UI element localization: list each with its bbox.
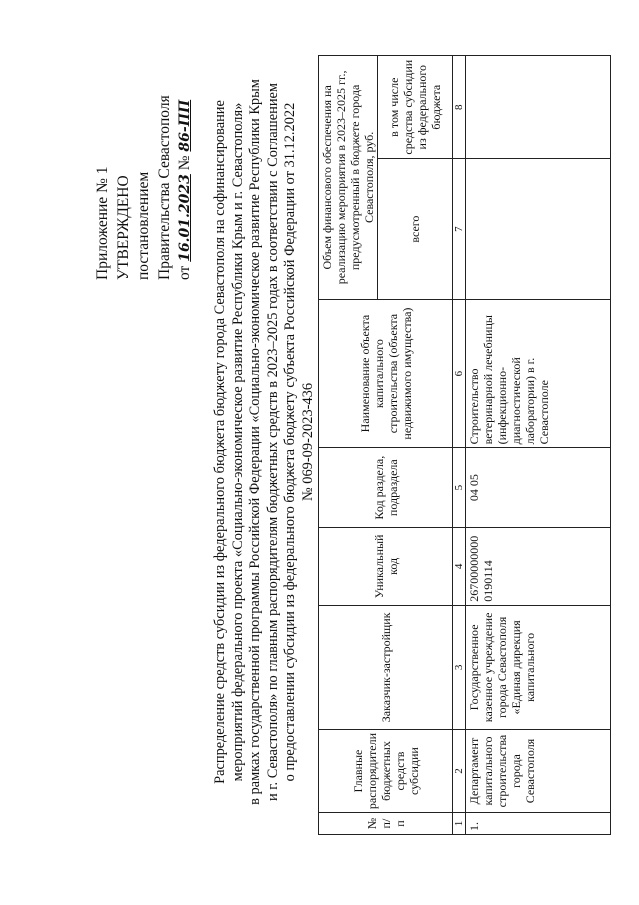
- cell-distributor: Департамент капитального строительства города Севастополя: [466, 729, 611, 812]
- number-prefix: №: [176, 155, 193, 171]
- date-number-line: [175, 40, 196, 280]
- header-cell-customer: Заказчик-застройщик: [319, 605, 453, 729]
- column-number: 5: [453, 448, 466, 528]
- column-number: 2: [453, 729, 466, 812]
- document-title: [212, 47, 317, 837]
- cell-section-code: 04 05: [466, 448, 611, 528]
- cell-unique-code: 267000000000190114: [466, 527, 611, 605]
- column-number: 7: [453, 159, 466, 299]
- cell-row-number: 1.: [466, 813, 611, 835]
- column-number-row: [453, 56, 466, 835]
- table-row: [466, 56, 611, 835]
- cell-total: [466, 159, 611, 299]
- header-cell-federal-subsidy: в том числе средства субсидии из федерального бюджета: [378, 56, 453, 159]
- header-cell-number: № п/п: [319, 813, 453, 835]
- column-number: 1: [453, 813, 466, 835]
- government-label: Правительства Севастополя: [155, 95, 173, 280]
- cell-federal-subsidy: [466, 56, 611, 159]
- date-prefix: от: [176, 265, 193, 280]
- header-cell-object-name: Наименование объекта капитального строительства (объекта недвижимого имущества): [319, 299, 453, 448]
- header-cell-total: всего: [378, 159, 453, 299]
- cell-customer: Государственное казенное учреждение города Севастополя «Единая дирекция капитального: [466, 605, 611, 729]
- header-cell-section-code: Код раздела, подраздела: [319, 448, 453, 528]
- header-cell-financing: Объем финансового обеспечения на реализацию мероприятия в 2023–2025 гг., предусмотренный в бюджете города Севастополя, руб.: [319, 56, 378, 300]
- title-line: и г. Севастополя» по главным распорядителям бюджетных средств в 2023–2025 годах в соответствии с Соглашением: [264, 82, 281, 802]
- handwritten-number: 86-ПП: [177, 99, 193, 152]
- title-line: о предоставлении субсидии из федерального бюджета бюджету субъекта Российской Федерации от 31.12.2022: [282, 102, 298, 782]
- handwritten-date: 16.01.2023: [177, 174, 193, 262]
- appendix-label: Приложение № 1: [94, 166, 111, 280]
- title-line: Распределение средств субсидии из федерального бюджета бюджету города Севастополя на софинансирование: [212, 100, 228, 784]
- table-header-row: [319, 56, 378, 835]
- distribution-table: [318, 55, 611, 835]
- approved-label: УТВЕРЖДЕНО: [114, 175, 132, 280]
- title-line: мероприятий федерального проекта «Социально-экономическое развитие Республики Крым и г. Севастополя»: [229, 102, 246, 782]
- cell-object-name: Строительство ветеринарной лечебницы (инфекционно-диагностической лаборатории) в г. Севастополе: [466, 299, 611, 448]
- resolution-label: постановлением: [135, 171, 152, 280]
- title-line: в рамках государственной программы Российской Федерации «Социально-экономическое развитие Республики Крым: [247, 79, 263, 805]
- column-number: 4: [453, 527, 466, 605]
- column-number: 6: [453, 299, 466, 448]
- column-number: 8: [453, 56, 466, 159]
- column-number: 3: [453, 605, 466, 729]
- header-cell-distributors: Главные распорядители бюджетных средств субсидии: [319, 729, 453, 812]
- title-line: № 069-09-2023-436: [299, 382, 316, 502]
- approval-block: [93, 40, 196, 280]
- header-cell-unique-code: Уникальный код: [319, 527, 453, 605]
